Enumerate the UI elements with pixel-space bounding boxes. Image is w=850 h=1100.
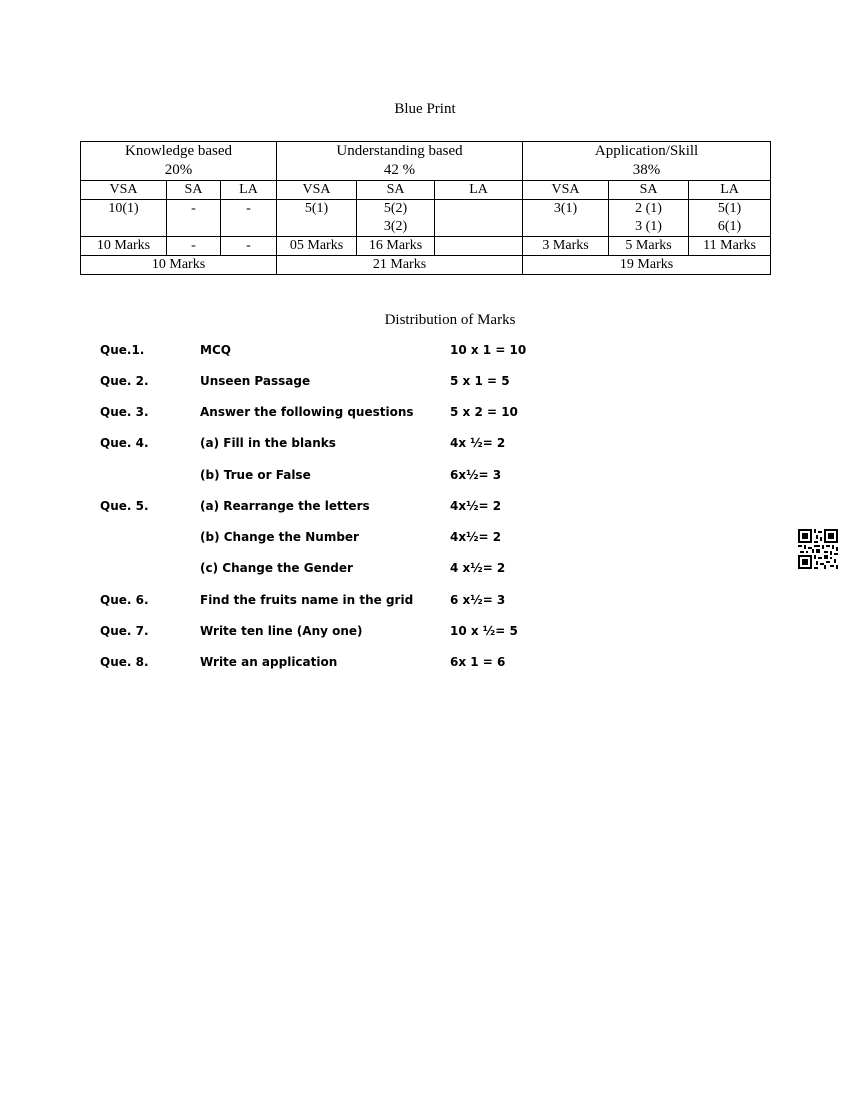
blueprint-table	[80, 141, 771, 275]
question-cell	[81, 200, 167, 237]
question-marks: 6x 1 = 6	[450, 655, 506, 669]
question-row	[81, 200, 771, 237]
question-value: 3(2)	[383, 219, 408, 234]
question-cell	[689, 200, 771, 237]
type-row	[81, 181, 771, 200]
question-value: 6(1)	[717, 219, 742, 234]
marks-cell: 16 Marks	[357, 237, 435, 256]
question-marks: 10 x ½= 5	[450, 624, 518, 638]
group-percent: 20%	[164, 162, 193, 178]
marks-cell: -	[167, 237, 221, 256]
question-marks: 4 x½= 2	[450, 561, 506, 575]
marks-cell: -	[221, 237, 277, 256]
question-cell	[357, 200, 435, 237]
question-cell	[277, 200, 357, 237]
type-cell: SA	[167, 181, 221, 200]
question-cell	[523, 200, 609, 237]
marks-cell	[435, 237, 523, 256]
question-marks: 10 x 1 = 10	[450, 343, 527, 357]
question-type: (c) Change the Gender	[200, 561, 353, 575]
marks-cell: 5 Marks	[609, 237, 689, 256]
question-marks: 4x½= 2	[450, 530, 502, 544]
group-name: Understanding based	[336, 143, 463, 159]
marks-row	[81, 237, 771, 256]
question-number: Que. 7.	[100, 624, 149, 638]
type-cell: LA	[435, 181, 523, 200]
question-marks: 5 x 2 = 10	[450, 405, 518, 419]
question-type: (a) Rearrange the letters	[200, 499, 370, 513]
question-number: Que. 4.	[100, 436, 149, 450]
question-marks: 6 x½= 3	[450, 593, 506, 607]
qr-code-icon	[798, 529, 838, 569]
question-cell	[609, 200, 689, 237]
page-title: Blue Print	[394, 101, 456, 117]
question-type: Write an application	[200, 655, 338, 669]
question-type: Write ten line (Any one)	[200, 624, 363, 638]
group-header-row	[81, 142, 771, 181]
question-marks: 4x ½= 2	[450, 436, 506, 450]
question-value: 10(1)	[108, 201, 139, 216]
question-value: -	[246, 201, 251, 216]
marks-cell: 3 Marks	[523, 237, 609, 256]
type-cell: VSA	[81, 181, 167, 200]
group-understanding	[277, 142, 523, 181]
question-value: 3 (1)	[635, 219, 662, 234]
group-knowledge	[81, 142, 277, 181]
marks-cell: 11 Marks	[689, 237, 771, 256]
type-cell: VSA	[523, 181, 609, 200]
marks-cell: 05 Marks	[277, 237, 357, 256]
type-cell: VSA	[277, 181, 357, 200]
total-cell: 21 Marks	[277, 256, 523, 275]
group-percent: 42 %	[383, 162, 416, 178]
question-type: MCQ	[200, 343, 231, 357]
question-value: -	[191, 201, 196, 216]
question-number: Que. 8.	[100, 655, 149, 669]
question-value: 2 (1)	[635, 201, 662, 216]
type-cell: LA	[689, 181, 771, 200]
question-value: 5(1)	[717, 201, 742, 216]
question-value: 5(2)	[383, 201, 408, 216]
total-cell: 19 Marks	[523, 256, 771, 275]
group-name: Application/Skill	[594, 143, 699, 159]
question-marks: 5 x 1 = 5	[450, 374, 510, 388]
question-type: Find the fruits name in the grid	[200, 593, 414, 607]
totals-row	[81, 256, 771, 275]
question-number: Que.1.	[100, 343, 145, 357]
question-number: Que. 3.	[100, 405, 149, 419]
question-number: Que. 5.	[100, 499, 149, 513]
group-application	[523, 142, 771, 181]
question-cell	[167, 200, 221, 237]
question-number: Que. 6.	[100, 593, 149, 607]
question-type: (b) True or False	[200, 468, 311, 482]
question-cell	[221, 200, 277, 237]
question-number: Que. 2.	[100, 374, 149, 388]
type-cell: SA	[357, 181, 435, 200]
question-value: 3(1)	[553, 201, 578, 216]
question-type: (a) Fill in the blanks	[200, 436, 336, 450]
marks-cell: 10 Marks	[81, 237, 167, 256]
group-name: Knowledge based	[124, 143, 233, 159]
question-cell	[435, 200, 523, 237]
question-value: 5(1)	[304, 201, 329, 216]
question-marks: 4x½= 2	[450, 499, 502, 513]
question-marks: 6x½= 3	[450, 468, 502, 482]
type-cell: LA	[221, 181, 277, 200]
question-type: Unseen Passage	[200, 374, 311, 388]
group-percent: 38%	[632, 162, 661, 178]
question-type: (b) Change the Number	[200, 530, 359, 544]
distribution-title: Distribution of Marks	[384, 312, 516, 328]
total-cell: 10 Marks	[81, 256, 277, 275]
type-cell: SA	[609, 181, 689, 200]
question-type: Answer the following questions	[200, 405, 414, 419]
